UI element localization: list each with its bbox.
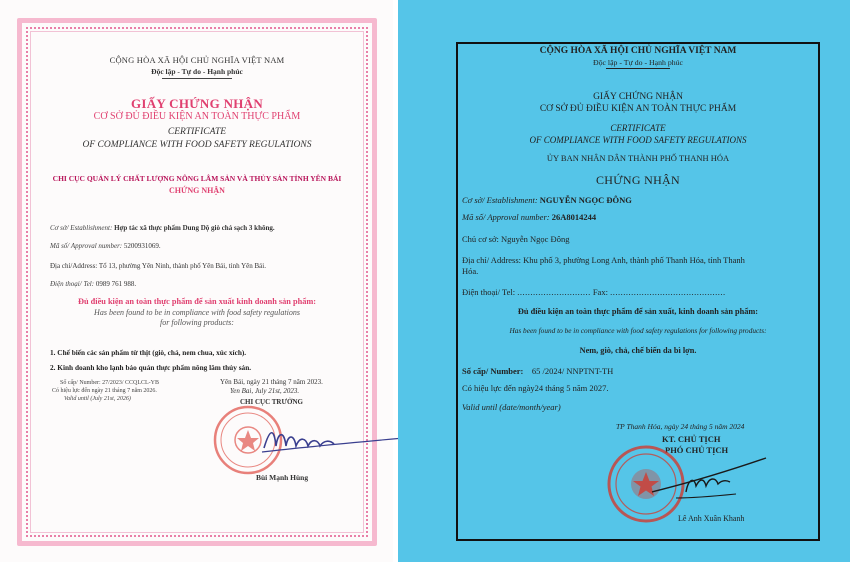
left-certificate-subtitle: CƠ SỞ ĐỦ ĐIỀU KIỆN AN TOÀN THỰC PHẨM (93, 111, 301, 122)
right-certificate-content (456, 42, 820, 541)
right-issuing-agency: ỦY BAN NHÂN DÂN THÀNH PHỐ THANH HÓA (546, 153, 730, 163)
left-establishment-label: Cơ sở/ Establishment: (50, 224, 113, 232)
right-establishment-value: NGUYỄN NGỌC ĐÔNG (539, 195, 632, 205)
right-eligibility-statement: Đủ điều kiện an toàn thực phẩm để sản xuất, kinh doanh sản phẩm: (517, 307, 759, 316)
right-pp-title: KT. CHỦ TỊCH (662, 434, 721, 444)
left-title-en: CERTIFICATE (167, 127, 227, 137)
left-product-1: 1. Chế biến các sản phẩm từ thịt (giò, chả, nem chua, xúc xích). (50, 348, 247, 357)
right-country-name: CỘNG HÒA XÃ HỘI CHỦ NGHĨA VIỆT NAM (539, 46, 737, 56)
left-tel-value: 0989 761 988. (95, 280, 137, 288)
right-eligibility-en: Has been found to be in compliance with food safety regulations for following products: (509, 326, 767, 335)
left-signer-name: Bùi Mạnh Hùng (256, 473, 309, 482)
right-owner-value: Nguyễn Ngọc Đông (500, 234, 570, 244)
left-motto-underline (162, 78, 232, 79)
left-signature-icon (256, 418, 406, 462)
right-approval-line (462, 212, 596, 222)
left-country-name: CỘNG HÒA XÃ HỘI CHỦ NGHĨA VIỆT NAM (109, 55, 285, 65)
right-certifies-heading: CHỨNG NHẬN (596, 173, 680, 187)
left-issue-date: Yên Bái, ngày 21 tháng 7 năm 2023. (220, 378, 323, 386)
right-products: Nem, giò, chả, chế biến da bì lợn. (579, 346, 697, 355)
right-address-line-2: Hóa. (462, 266, 479, 276)
left-issuing-agency: CHI CỤC QUẢN LÝ CHẤT LƯỢNG NÔNG LÂM SẢN VÀ THỦY SẢN TỈNH YÊN BÁI (52, 174, 342, 183)
right-approval-label: Mã số/ Approval number: (462, 212, 550, 222)
left-valid-line: Có hiệu lực đến ngày 21 tháng 7 năm 2026. (52, 388, 157, 394)
right-fax-dots: ............................................ (610, 287, 726, 297)
right-certificate-title: GIẤY CHỨNG NHẬN (593, 92, 683, 102)
right-motto-underline (606, 68, 670, 69)
right-subtitle-en: OF COMPLIANCE WITH FOOD SAFETY REGULATIONS (529, 135, 747, 145)
right-valid-en-text: Valid until (date/month/year) (462, 402, 561, 412)
left-certifies-heading: CHỨNG NHẬN (169, 186, 225, 195)
left-tel-line (50, 280, 136, 288)
left-valid-en-line: Valid until (July 21st, 2026) (64, 396, 131, 402)
left-subtitle-en: OF COMPLIANCE WITH FOOD SAFETY REGULATIONS (82, 140, 312, 150)
right-signer-name: Lê Anh Xuân Khanh (678, 514, 745, 523)
right-tel-dots: ............................ (517, 287, 591, 297)
right-owner-line (462, 234, 569, 244)
right-address-line (462, 255, 745, 265)
right-title-en: CERTIFICATE (610, 123, 666, 133)
right-signature-icon (646, 452, 776, 510)
left-certificate-title: GIẤY CHỨNG NHẬN (130, 96, 264, 111)
left-eligibility-en-1: Has been found to be in compliance with food safety regulations (94, 308, 300, 317)
left-approval-line (50, 242, 161, 250)
left-address-value: Tổ 13, phường Yên Ninh, thành phố Yên Bái, tỉnh Yên Bái. (98, 262, 266, 270)
right-issue-date: TP Thanh Hóa, ngày 24 tháng 5 năm 2024 (616, 422, 745, 431)
right-valid-en-line (462, 402, 561, 412)
left-establishment-line (50, 224, 275, 232)
right-number-line (462, 366, 613, 376)
left-tel-label: Điện thoại/ Tel: (50, 280, 95, 288)
left-approval-value: 5200931069. (123, 242, 161, 250)
left-number-line: Số cấp/ Number: 27/2023/ CCQLCL-YB (60, 380, 159, 386)
right-address-label: Địa chỉ/ Address: (462, 255, 522, 265)
right-tel-fax-line (462, 287, 726, 297)
right-number-label: Số cấp/ Number: (462, 366, 524, 376)
left-eligibility-en-2: for following products: (160, 318, 234, 327)
left-issue-date-en: Yen Bai, July 21st, 2023. (230, 387, 300, 395)
left-product-2: 2. Kinh doanh kho lạnh bảo quản thực phẩm nông lâm thủy sản. (50, 363, 252, 372)
right-establishment-label: Cơ sở/ Establishment: (462, 195, 538, 205)
left-eligibility-statement: Đủ điều kiện an toàn thực phẩm để sản xuất kinh doanh sản phẩm: (77, 297, 317, 306)
right-owner-label: Chủ cơ sở: (462, 234, 499, 244)
right-motto: Độc lập - Tự do - Hạnh phúc (592, 58, 684, 67)
left-chief-title: CHI CỤC TRƯỞNG (240, 398, 304, 406)
right-number-value: 65 /2024/ NNPTNT-TH (531, 366, 614, 376)
left-address-label: Địa chỉ/Address: (50, 262, 98, 270)
left-address-line (50, 262, 266, 270)
left-motto: Độc lập - Tự do - Hạnh phúc (151, 67, 243, 76)
right-signer-role: PHÓ CHỦ TỊCH (665, 445, 729, 455)
left-establishment-value: Hợp tác xã thực phẩm Dung Dộ giò chả sạch 3 không. (114, 224, 275, 232)
right-valid-line: Có hiệu lực đến ngày24 tháng 5 năm 2027. (462, 383, 609, 393)
left-approval-label: Mã số/ Approval number: (50, 242, 123, 250)
right-certificate-subtitle: CƠ SỞ ĐỦ ĐIỀU KIỆN AN TOÀN THỰC PHẨM (539, 104, 737, 114)
right-fax-label: Fax: (592, 287, 608, 297)
right-tel-label: Điện thoại/ Tel: (462, 287, 516, 297)
left-certificate-content (34, 34, 360, 529)
right-establishment-line (462, 195, 632, 205)
right-approval-value: 26A8014244 (551, 212, 597, 222)
right-address-value: Khu phố 3, phường Long Anh, thành phố Thanh Hóa, tỉnh Thanh (523, 255, 745, 265)
